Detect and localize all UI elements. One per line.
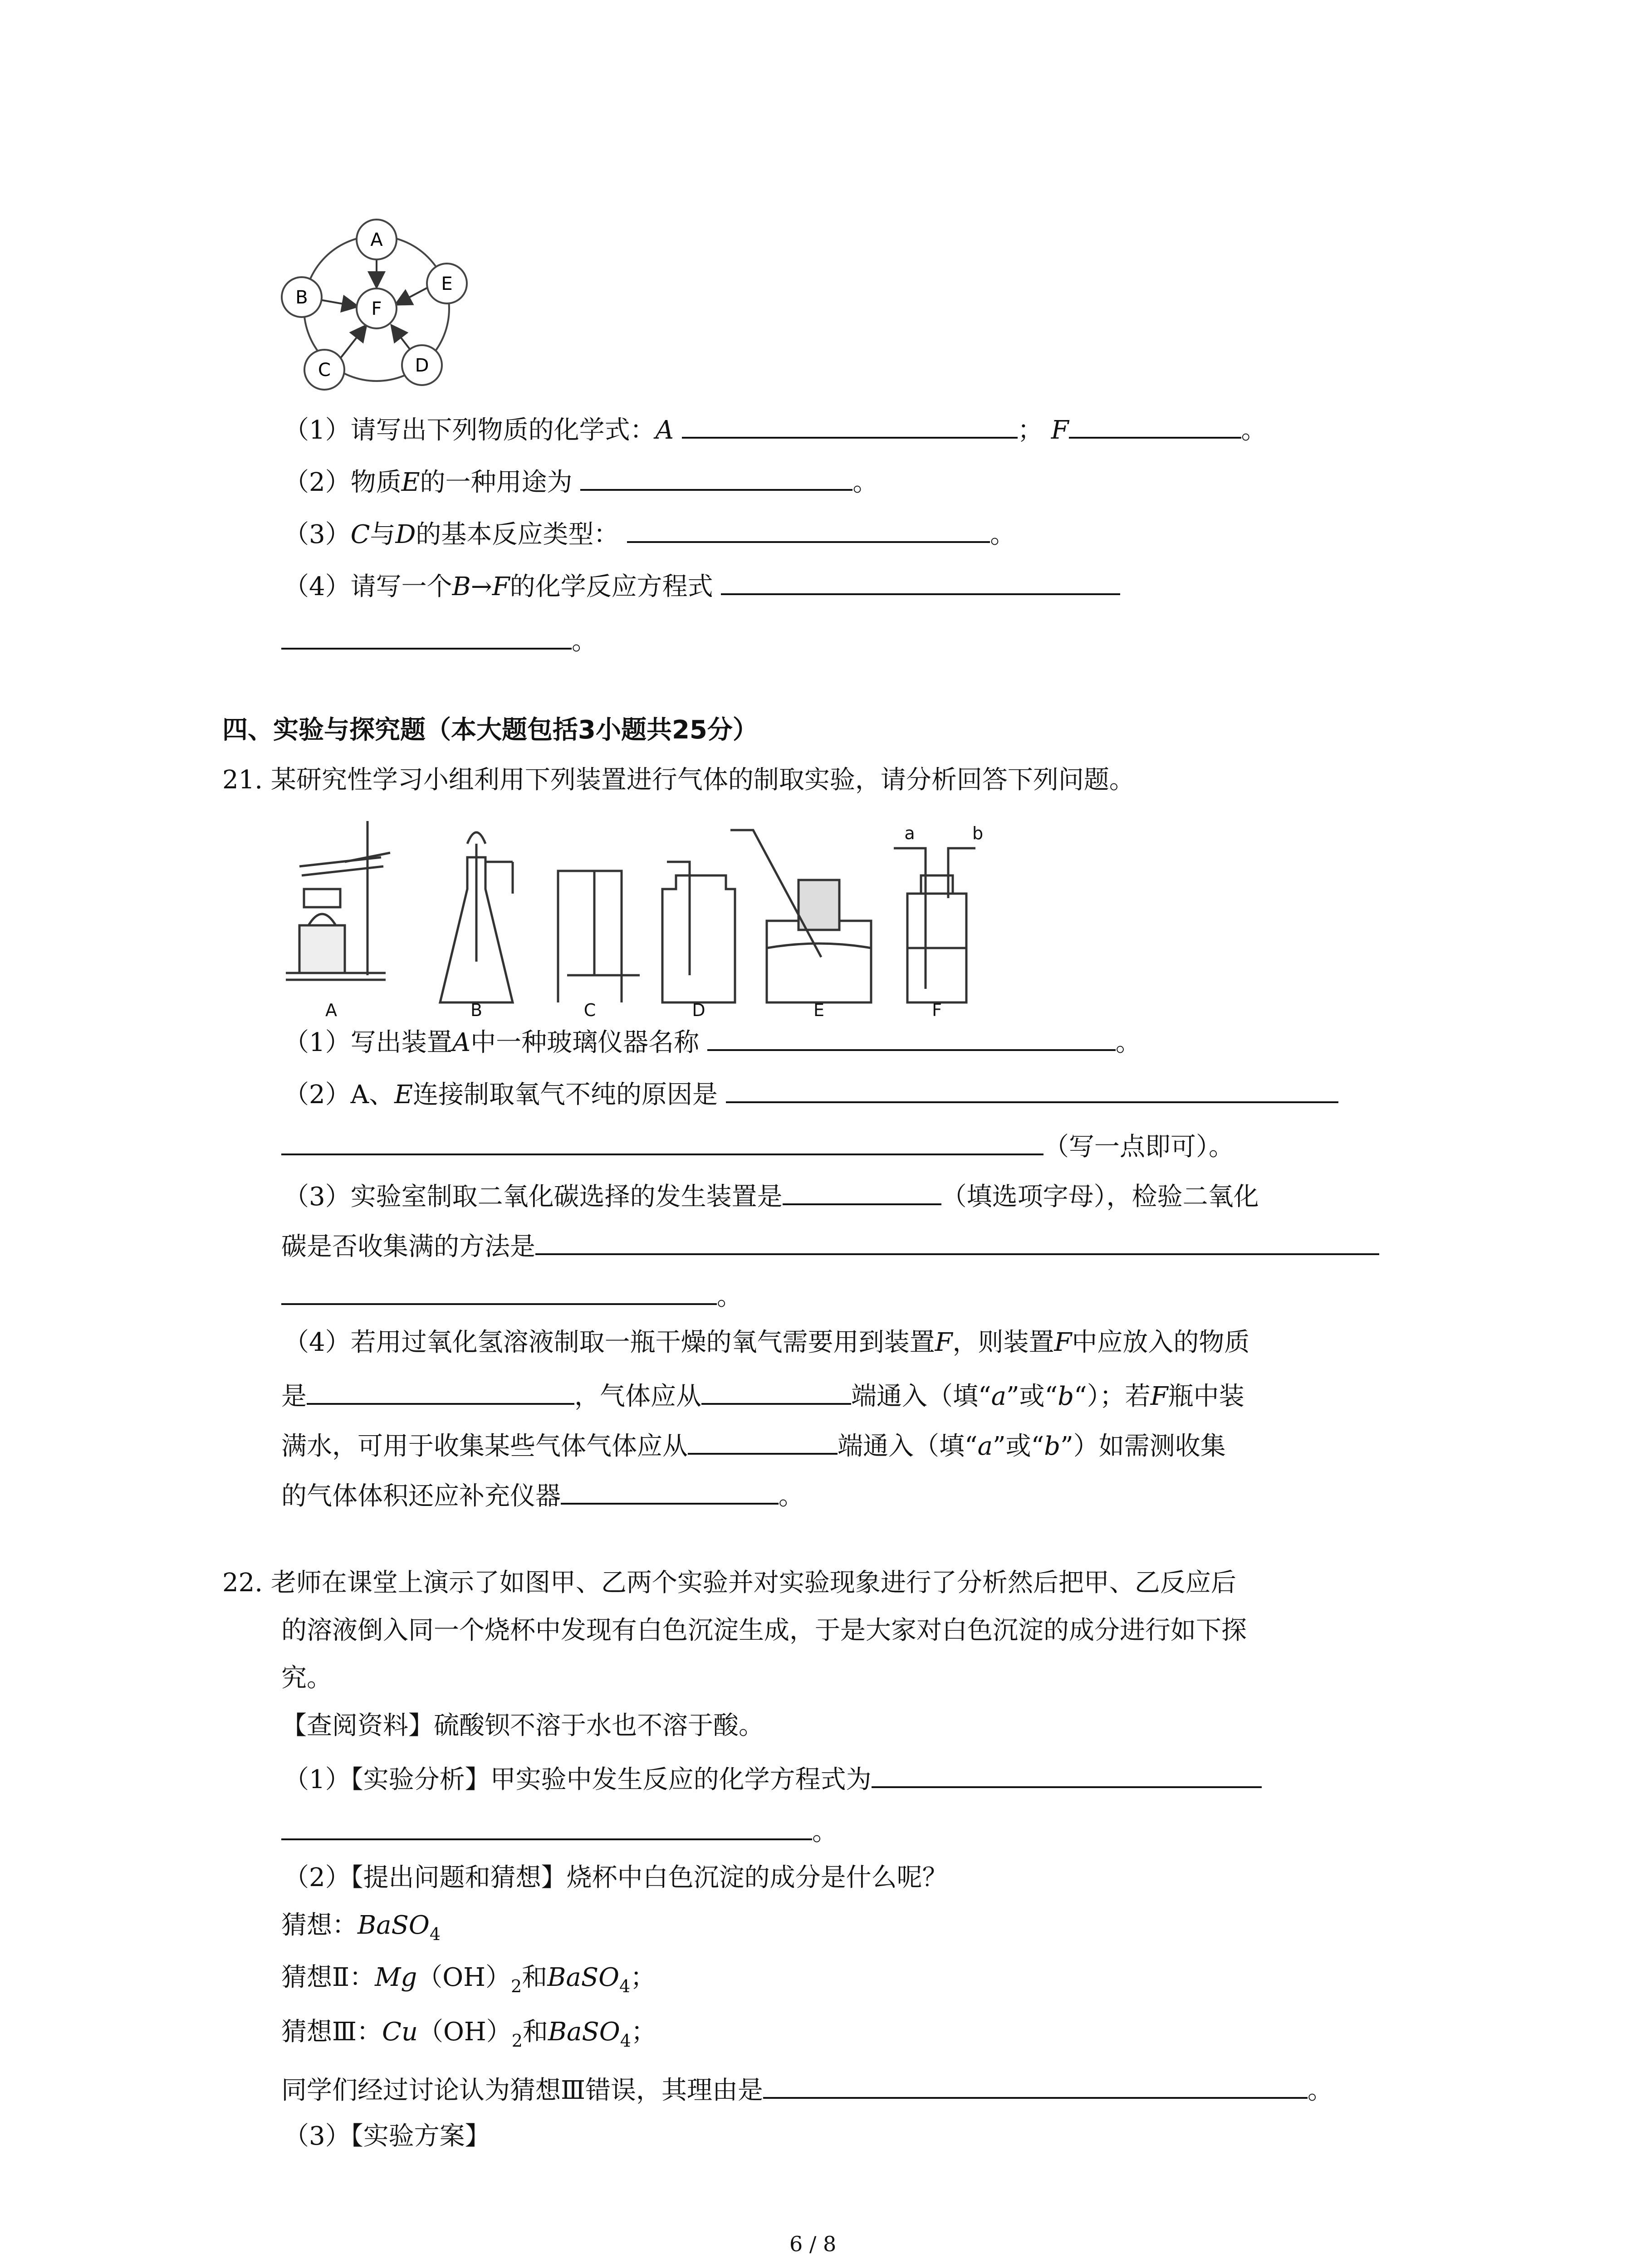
answer-blank-jia-equation[interactable] (872, 1760, 1262, 1788)
q20-part1: （1）请写出下列物质的化学式：A ； F 。 (284, 411, 1267, 446)
q21-part4-l2: 是 ，气体应从 端通入（填“a”或“b“）；若F瓶中装 (281, 1377, 1244, 1413)
svg-text:F: F (371, 298, 382, 319)
answer-blank-f[interactable] (1069, 411, 1241, 439)
answer-blank-co2-check-cont[interactable] (281, 1277, 717, 1305)
q22-stem-l2: 的溶液倒入同一个烧杯中发现有白色沉淀生成，于是大家对白色沉淀的成分进行如下探 (281, 1616, 1247, 1645)
answer-blank-impure-reason-cont[interactable] (281, 1127, 1043, 1155)
answer-blank-a[interactable] (682, 411, 1018, 439)
node-D (402, 345, 442, 385)
guess-2: 猜想Ⅱ：$Mg(OH)_2$和BaSO$_4$； (281, 1963, 656, 1996)
q22-part1-cont: 。 (281, 1812, 838, 1848)
svg-text:A: A (370, 230, 383, 250)
guess-3: 猜想Ⅲ：$Cu(OH)_2$和BaSO$_4$； (281, 2017, 656, 2051)
label-port-a: a (904, 823, 915, 843)
answer-blank-co2-check[interactable] (535, 1227, 1379, 1255)
label-apparatus-a: A (325, 1000, 337, 1020)
q20-part2: （2）物质E的一种用途为 。 (284, 463, 878, 499)
node-C (304, 350, 344, 390)
section-heading: 四、实验与探究题（本大题包括3小题共25分） (222, 715, 758, 745)
page-number: 6 / 8 (789, 2232, 837, 2256)
q22-part2: （2）【提出问题和猜想】烧杯中白色沉淀的成分是什么呢？ (284, 1863, 948, 1892)
label-apparatus-c: C (583, 1000, 596, 1020)
q22-part3: （3）【实验方案】 (284, 2121, 490, 2151)
q21-part3-cont2: 。 (281, 1277, 742, 1313)
reaction-cycle-diagram (272, 218, 481, 399)
label-apparatus-b: B (470, 1000, 483, 1020)
q22-stem-l1: 22. 老师在课堂上演示了如图甲、乙两个实验并对实验现象进行了分析然后把甲、乙反应后 (222, 1568, 1236, 1598)
q21-part2-cont: （写一点即可）。 (281, 1127, 1234, 1163)
answer-blank-guess3-reason[interactable] (763, 2071, 1308, 2099)
node-A (357, 220, 397, 259)
q21-part2: （2）A、E连接制取氧气不纯的原因是 (284, 1075, 1338, 1111)
node-B (282, 277, 322, 317)
answer-blank-impure-reason[interactable] (726, 1075, 1338, 1103)
node-F (357, 288, 397, 328)
apparatus-figure (277, 812, 1003, 1021)
q21-part3: （3）实验室制取二氧化碳选择的发生装置是 （填选项字母），检验二氧化 (284, 1177, 1259, 1213)
label-apparatus-d: D (692, 1000, 705, 1020)
q20-part4-cont: 。 (281, 621, 597, 657)
answer-blank-jia-equation-cont[interactable] (281, 1812, 812, 1840)
label-apparatus-e: E (813, 1000, 825, 1020)
q21-part4-l1: （4）若用过氧化氢溶液制取一瓶干燥的氧气需要用到装置F，则装置F中应放入的物质 (284, 1328, 1250, 1357)
answer-blank-co2-device[interactable] (783, 1177, 941, 1205)
answer-blank-instrument[interactable] (561, 1476, 779, 1505)
answer-blank-glassware[interactable] (707, 1023, 1116, 1051)
q21-part4-l4: 的气体体积还应补充仪器 。 (281, 1476, 804, 1512)
answer-blank-e-use[interactable] (580, 463, 852, 491)
guess-1: 猜想：BaSO$_4$ (281, 1911, 441, 1944)
q21-part3-cont: 碳是否收集满的方法是 (281, 1227, 1379, 1263)
q20-part4: （4）请写一个B→F的化学反应方程式 (284, 567, 1120, 603)
svg-text:E: E (441, 274, 453, 294)
answer-blank-equation[interactable] (721, 567, 1120, 595)
q21-part4-l3: 满水，可用于收集某些气体气体应从 端通入（填“a”或“b”）如需测收集 (281, 1427, 1226, 1462)
q22-reason: 同学们经过讨论认为猜想Ⅲ错误，其理由是 。 (281, 2071, 1333, 2107)
answer-blank-f-substance[interactable] (307, 1377, 574, 1405)
q22-info: 【查阅资料】硫酸钡不溶于水也不溶于酸。 (281, 1711, 764, 1740)
answer-blank-gas-inlet[interactable] (701, 1377, 851, 1405)
answer-blank-equation-cont[interactable] (281, 621, 572, 650)
answer-blank-water-inlet[interactable] (688, 1427, 838, 1455)
svg-text:D: D (415, 355, 429, 376)
svg-text:B: B (295, 287, 308, 308)
answer-blank-reaction-type[interactable] (627, 515, 990, 543)
label-port-b: b (972, 823, 984, 843)
svg-text:C: C (318, 360, 331, 381)
q21-stem: 21. 某研究性学习小组利用下列装置进行气体的制取实验，请分析回答下列问题。 (222, 765, 1135, 795)
q20-part3: （3）C与D的基本反应类型： 。 (284, 515, 1015, 551)
node-E (427, 264, 467, 303)
q22-stem-l3: 究。 (281, 1663, 332, 1693)
q21-part1: （1）写出装置A中一种玻璃仪器名称 。 (284, 1023, 1141, 1059)
label-apparatus-f: F (932, 1000, 942, 1020)
q22-part1: （1）【实验分析】甲实验中发生反应的化学方程式为 (284, 1760, 1262, 1796)
